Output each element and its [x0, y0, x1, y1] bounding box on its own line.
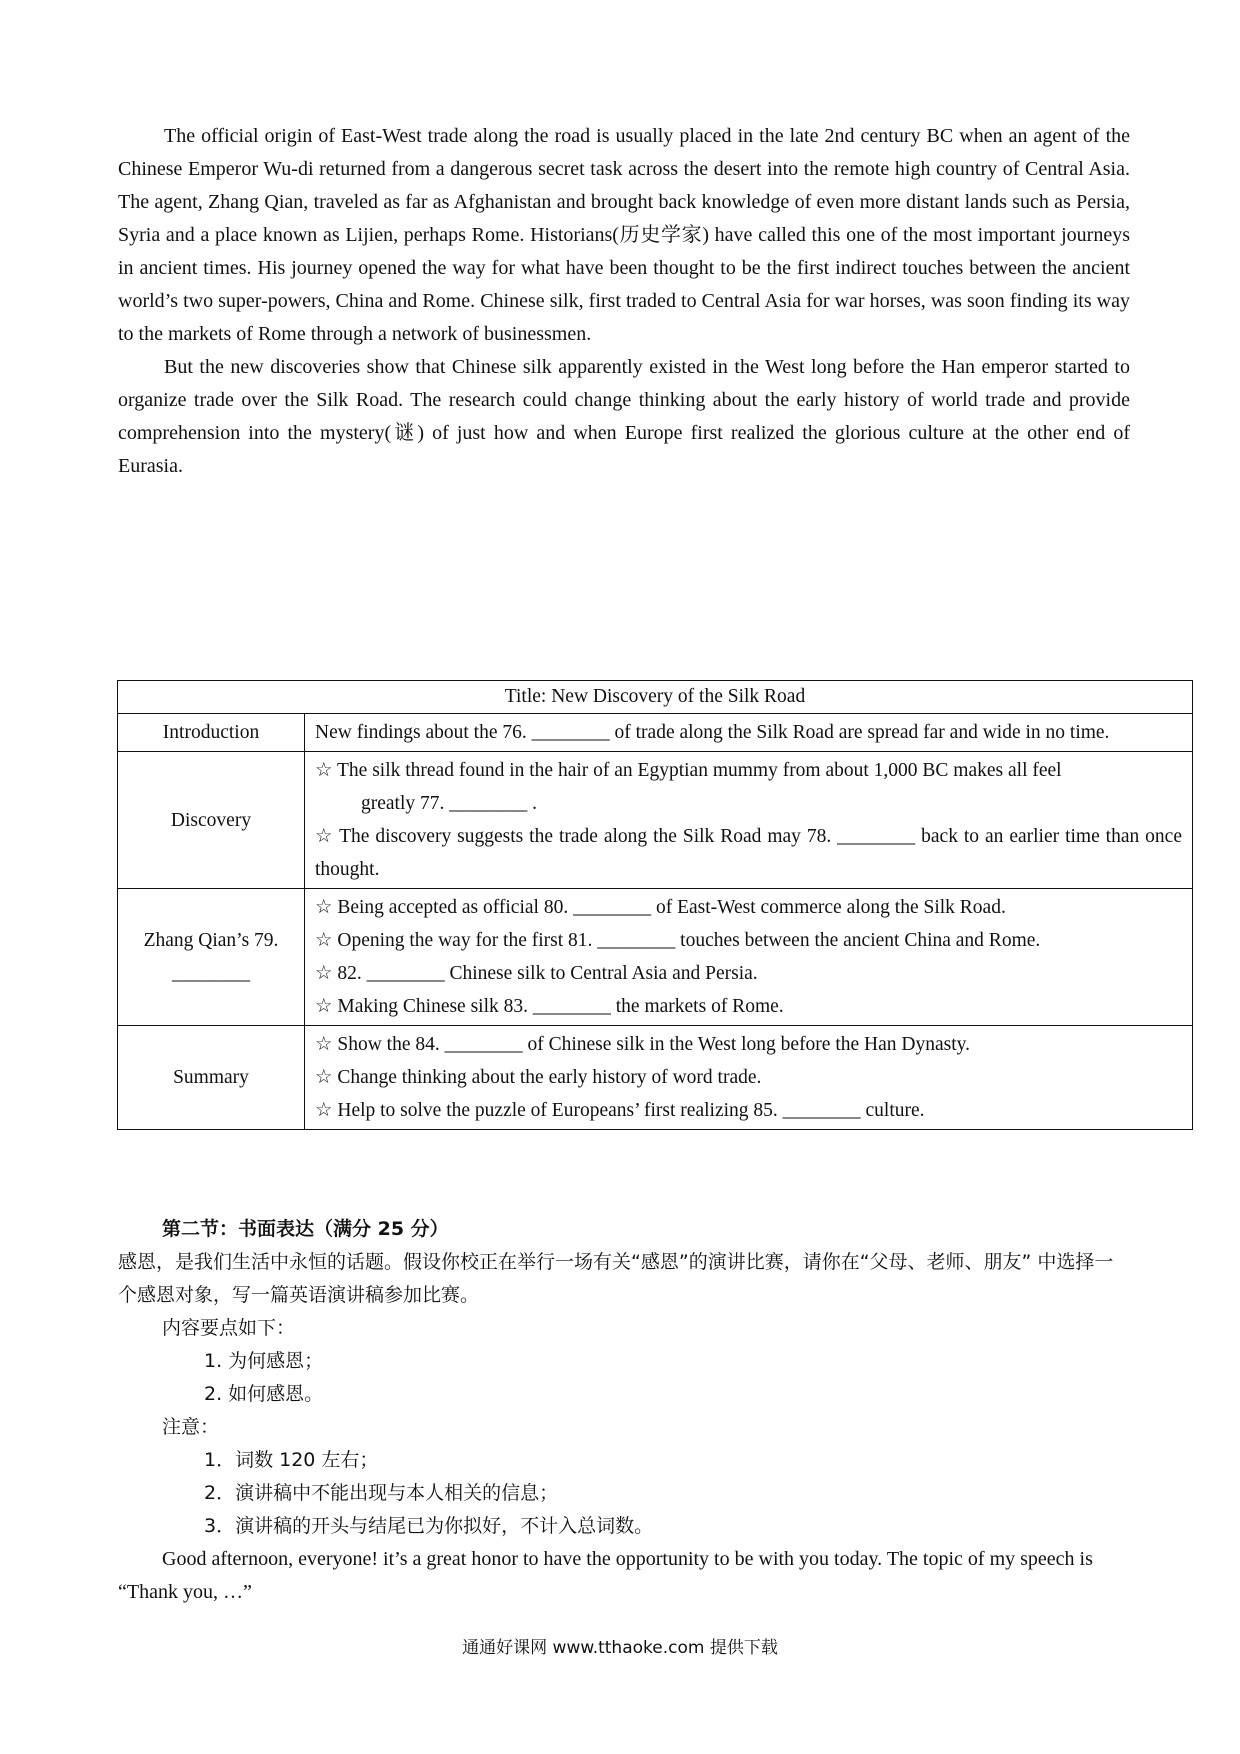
- writing-prompt: 感恩，是我们生活中永恒的话题。假设你校正在举行一场有关“感恩”的演讲比赛，请你在“父母、老师、朋友” 中选择一个感恩对象，写一篇英语演讲稿参加比赛。: [118, 1251, 1114, 1306]
- reading-passage: [118, 120, 1130, 483]
- notes-label: 注意：: [162, 1416, 220, 1438]
- table-title-row: [118, 681, 1193, 714]
- table-title: Title: New Discovery of the Silk Road: [118, 681, 1193, 714]
- content-line: ☆ 82. ________ Chinese silk to Central Asia and Persia.: [315, 963, 758, 984]
- row-label-blank: ________: [172, 963, 250, 984]
- section-heading: 第二节：书面表达（满分 25 分）: [162, 1218, 449, 1240]
- note-item: 2．演讲稿中不能出现与本人相关的信息；: [204, 1482, 559, 1504]
- row-label-discovery: [118, 752, 305, 889]
- note-item: 1．词数 120 左右；: [204, 1449, 379, 1471]
- content-line: ☆ Opening the way for the first 81. ________ touches between the ancient China and Rome.: [315, 930, 1041, 951]
- passage-paragraph-2: But the new discoveries show that Chinese silk apparently existed in the West long before the Han emperor started to organize trade over the Silk Road. The research could change thinking about the early history of world trade and provide comprehension into the mystery(谜) of just how and when Europe first realized the glorious culture at the other end of Eurasia.: [118, 356, 1130, 477]
- table-row-summary: [118, 1026, 1193, 1130]
- passage-paragraph-1: The official origin of East-West trade along the road is usually placed in the late 2nd century BC when an agent of the Chinese Emperor Wu-di returned from a dangerous secret task across the desert into the remote high country of Central Asia. The agent, Zhang Qian, traveled as far as Afghanistan and brought back knowledge of even more distant lands such as Persia, Syria and a place known as Lijien, perhaps Rome. Historians(历史学家) have called this one of the most important journeys in ancient times. His journey opened the way for what have been thought to be the first indirect touches between the ancient world’s two super-powers, China and Rome. Chinese silk, first traded to Central Asia for war horses, was soon finding its way to the markets of Rome through a network of businessmen.: [118, 125, 1130, 345]
- row-label-summary: [118, 1026, 305, 1130]
- row-label-zhang-qian: [118, 889, 305, 1026]
- summary-table: [117, 680, 1193, 1130]
- content-line: ☆ Being accepted as official 80. ________ of East-West commerce along the Silk Road.: [315, 897, 1006, 918]
- row-label-text: Summary: [173, 1067, 249, 1088]
- writing-section: [118, 1213, 1130, 1609]
- note-item: 3．演讲稿的开头与结尾已为你拟好，不计入总词数。: [204, 1515, 654, 1537]
- content-line: New findings about the 76. ________ of trade along the Silk Road are spread far and wide in no time.: [315, 722, 1110, 743]
- content-line: ☆ Show the 84. ________ of Chinese silk in the West long before the Han Dynasty.: [315, 1034, 970, 1055]
- row-content-introduction: [305, 714, 1193, 752]
- content-line: greatly 77. ________ .: [361, 793, 538, 814]
- points-label: 内容要点如下：: [162, 1317, 296, 1339]
- row-label-text: Discovery: [170, 809, 252, 831]
- row-label-text: Introduction: [162, 722, 260, 743]
- table-row-discovery: [118, 752, 1193, 889]
- content-line: ☆ The discovery suggests the trade along the Silk Road may 78. ________ back to an earlier time than once thought.: [315, 826, 1182, 880]
- point-item: 2. 如何感恩。: [204, 1383, 324, 1405]
- row-label-introduction: [118, 714, 305, 752]
- row-content-zhang-qian: [305, 889, 1193, 1026]
- point-item: 1. 为何感恩；: [204, 1350, 324, 1372]
- row-label-text: Zhang Qian’s 79.: [143, 930, 279, 951]
- page-footer: 通通好课网 www.tthaoke.com 提供下载: [462, 1638, 778, 1658]
- content-line: ☆ The silk thread found in the hair of an Egyptian mummy from about 1,000 BC makes all feel: [315, 760, 1062, 781]
- content-line: ☆ Help to solve the puzzle of Europeans’ first realizing 85. ________ culture.: [315, 1100, 925, 1121]
- content-line: ☆ Making Chinese silk 83. ________ the markets of Rome.: [315, 996, 784, 1017]
- row-content-summary: [305, 1026, 1193, 1130]
- row-content-discovery: [305, 752, 1193, 889]
- table-row-zhang-qian: [118, 889, 1193, 1026]
- speech-opening: Good afternoon, everyone! it’s a great honor to have the opportunity to be with you today. The topic of my speech is “Thank you, …”: [118, 1548, 1093, 1603]
- content-line: ☆ Change thinking about the early history of word trade.: [315, 1067, 762, 1088]
- table-row-introduction: [118, 714, 1193, 752]
